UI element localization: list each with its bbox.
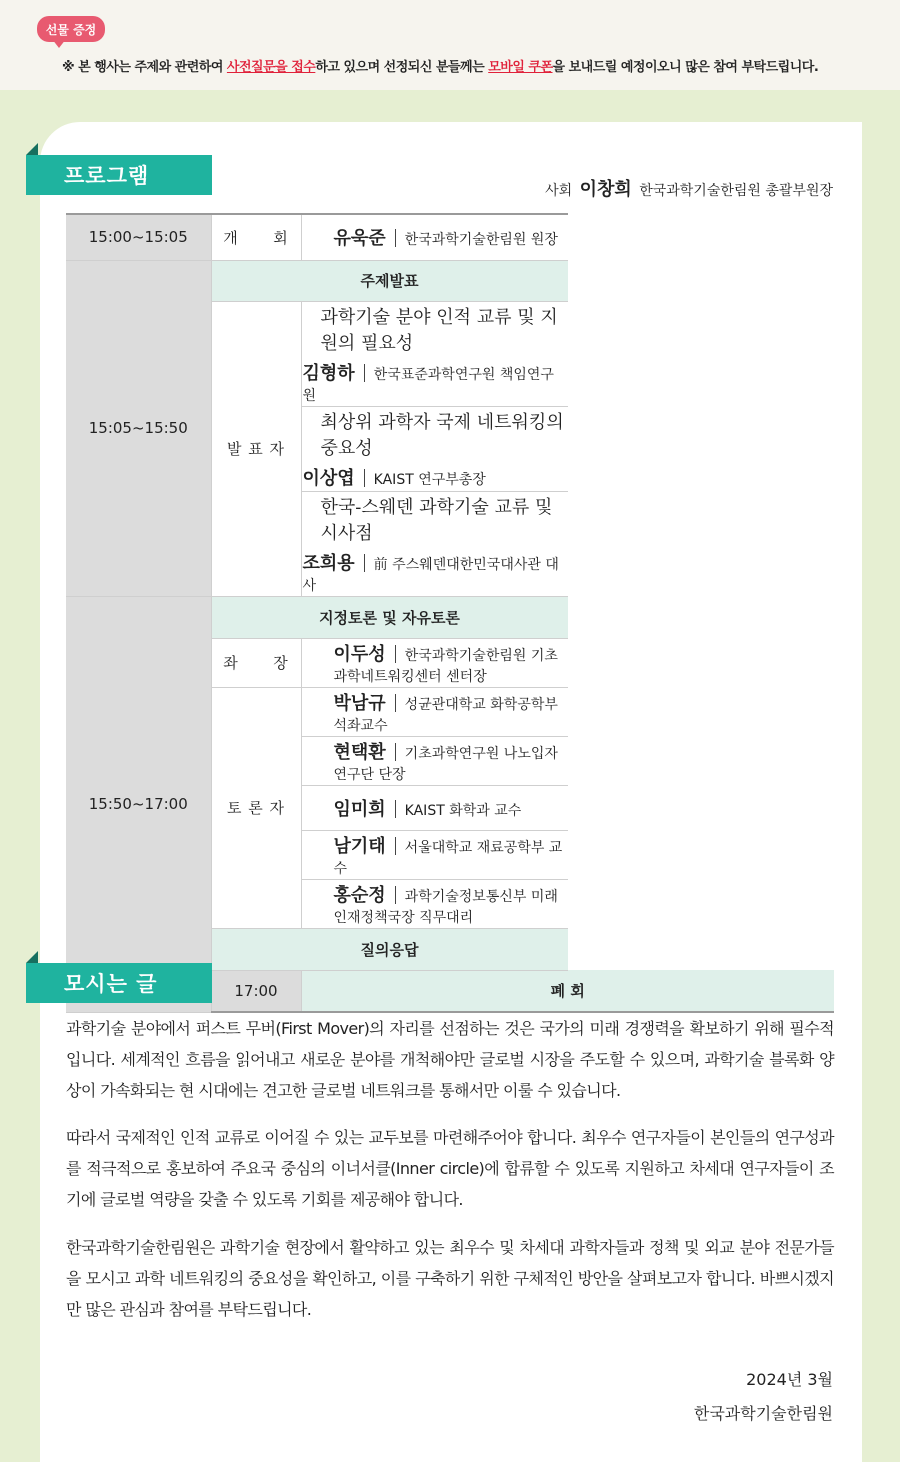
discussion-time: 15:50~17:00: [66, 596, 211, 1012]
notice-highlight-question: 사전질문을 접수: [226, 60, 316, 75]
person-name: 홍순정: [333, 884, 386, 906]
chair: [301, 638, 568, 687]
notice-highlight-coupon: 모바일 쿠폰: [488, 60, 553, 75]
divider: [364, 554, 365, 572]
divider: [364, 364, 365, 382]
presenter: [303, 359, 567, 405]
person-name: 임미희: [333, 798, 386, 820]
presentation-time: 15:05~15:50: [66, 260, 211, 596]
table-row: [66, 214, 834, 260]
presenter: [303, 464, 567, 490]
closing-time: 17:00: [211, 970, 301, 1012]
person-affiliation: 한국과학기술한림원 기초과학네트워킹센터 센터장: [333, 647, 558, 685]
person-name: 남기태: [333, 835, 386, 857]
program-title: 프로그램: [26, 155, 212, 195]
discussion-header: 지정토론 및 자유토론: [211, 596, 568, 638]
divider: [395, 743, 396, 761]
notice-part-2: 하고 있으며 선정되신 분들께는: [315, 60, 489, 75]
qa-header: 질의응답: [211, 928, 568, 970]
divider: [395, 886, 396, 904]
person-affiliation: 기초과학연구원 나노입자연구단 단장: [333, 745, 558, 783]
person-affiliation: KAIST 연구부총장: [373, 471, 486, 488]
moderator: [545, 175, 833, 201]
notice-bar: [0, 0, 900, 90]
program-table: [66, 213, 834, 1013]
presentation-header: 주제발표: [211, 260, 568, 301]
moderator-role: 사회: [545, 183, 573, 199]
section-fold: [26, 143, 38, 155]
presentation-item: [301, 406, 568, 491]
person-name: 이상엽: [302, 467, 355, 489]
person-name: 박남규: [333, 692, 386, 714]
panelist-role: 토 론 자: [211, 687, 301, 928]
presentation-topic: 최상위 과학자 국제 네트워킹의 중요성: [320, 411, 564, 459]
invitation-paragraph: 따라서 국제적인 인적 교류로 이어질 수 있는 교두보를 마련해주어야 합니다. 최우수 연구자들이 본인들의 연구성과를 적극적으로 홍보하여 주요국 중심의 이너서클(Inner circle)에 합류할 수 있도록 지원하고 차세대 연구자들이 조기에 글로벌 역량을 갖출 수 있도록 기회를 제공해야 합니다.: [66, 1128, 834, 1209]
person-affiliation: 서울대학교 재료공학부 교수: [333, 839, 563, 877]
notice-part-1: ※ 본 행사는 주제와 관련하여: [62, 60, 227, 75]
person-name: 유욱준: [333, 228, 386, 250]
table-row: [66, 260, 834, 301]
divider: [395, 229, 396, 247]
presentation-topic: 한국-스웨덴 과학기술 교류 및 시사점: [320, 496, 553, 544]
panelist: [301, 830, 568, 879]
panelist: [301, 687, 568, 736]
divider: [395, 800, 396, 818]
panelist: [301, 879, 568, 928]
person-name: 조희용: [302, 552, 355, 574]
person-name: 현택환: [333, 741, 386, 763]
invitation-paragraph: 과학기술 분야에서 퍼스트 무버(First Mover)의 자리를 선점하는 것은 국가의 미래 경쟁력을 확보하기 위해 필수적입니다. 세계적인 흐름을 읽어내고 새로운 분야를 개척해야만 글로벌 시장을 주도할 수 있으며, 과학기술 블록화 양상이 가속화되는 현 시대에는 견고한 글로벌 네트워크를 통해서만 이룰 수 있습니다.: [66, 1019, 834, 1100]
divider: [364, 469, 365, 487]
person-affiliation: 한국표준과학연구원 책임연구원: [302, 366, 554, 404]
panelist: [301, 736, 568, 785]
panelist: [301, 785, 568, 830]
person-affiliation: 한국과학기술한림원 원장: [404, 232, 558, 249]
gift-badge: 선물 증정: [37, 16, 105, 42]
notice-part-3: 을 보내드릴 예정이오니 많은 참여 부탁드립니다.: [552, 60, 819, 75]
opening-time: 15:00~15:05: [66, 214, 211, 260]
divider: [395, 694, 396, 712]
invitation-paragraph: 한국과학기술한림원은 과학기술 현장에서 활약하고 있는 최우수 및 차세대 과학자들과 정책 및 외교 분야 전문가들을 모시고 과학 네트워킹의 중요성을 확인하고, 이를 구축하기 위한 구체적인 방안을 살펴보고자 합니다. 바쁘시겠지만 많은 관심과 참여를 부탁드립니다.: [66, 1238, 834, 1319]
badge-tail: [52, 39, 66, 48]
presentation-topic: 과학기술 분야 인적 교류 및 지원의 필요성: [320, 306, 558, 354]
moderator-affiliation: 한국과학기술한림원 총괄부원장: [639, 183, 833, 199]
person-affiliation: 성균관대학교 화학공학부 석좌교수: [333, 696, 558, 734]
person-name: 김형하: [302, 362, 355, 384]
presenter: [303, 549, 567, 595]
section-fold: [26, 951, 38, 963]
divider: [395, 645, 396, 663]
invitation-date: 2024년 3월: [746, 1370, 833, 1389]
person-affiliation: 前 주스웨덴대한민국대사관 대사: [302, 556, 559, 594]
presentation-item: [301, 301, 568, 406]
closing-label: 폐 회: [301, 970, 834, 1012]
invitation-title: 모시는 글: [26, 963, 212, 1003]
notice-text: [62, 56, 818, 75]
presentation-item: [301, 491, 568, 596]
person-affiliation: KAIST 화학과 교수: [404, 802, 522, 819]
opening-role: 개 회: [211, 214, 301, 260]
invitation-organization: 한국과학기술한림원: [693, 1404, 833, 1423]
divider: [395, 837, 396, 855]
opening-speaker: [301, 214, 568, 260]
moderator-name: 이창희: [579, 179, 632, 200]
person-affiliation: 과학기술정보통신부 미래인재정책국장 직무대리: [333, 888, 558, 926]
chair-role: 좌 장: [211, 638, 301, 687]
person-name: 이두성: [333, 643, 386, 665]
presenter-role: 발 표 자: [211, 301, 301, 596]
table-row: [66, 596, 834, 638]
